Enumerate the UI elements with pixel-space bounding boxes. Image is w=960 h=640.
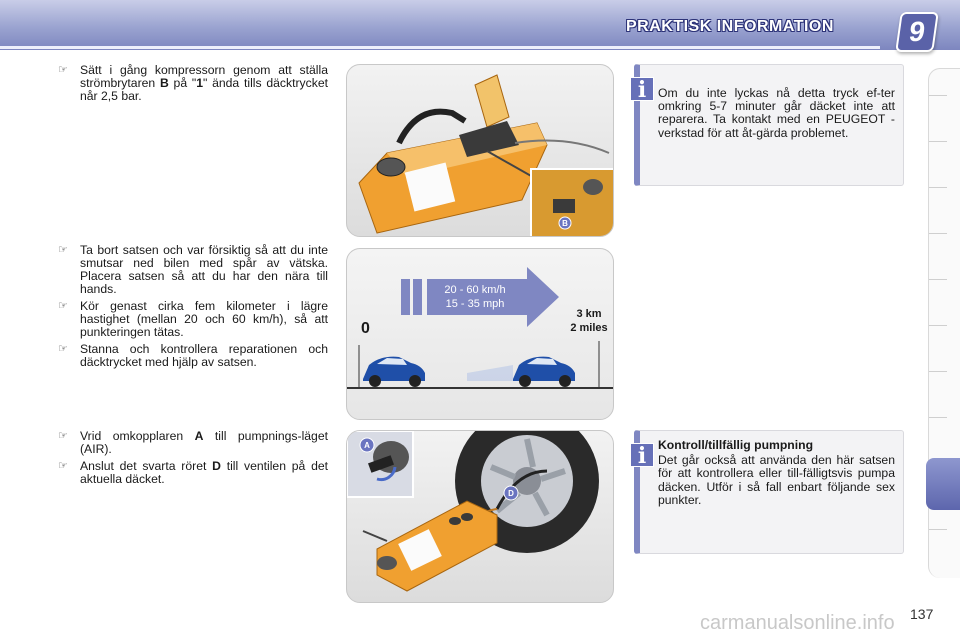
step-item: ☞ Kör genast cirka fem kilometer i lägre hastighet (mellan 20 och 60 km/h), så att punkteringen tätas. xyxy=(58,299,328,339)
info-note-text: Det går också att använda den här satsen för att kontrollera eller till-fälligtsvis pumpa däcken. Utför i så fall enbart följande sex punkter. xyxy=(658,453,895,507)
pointing-hand-icon: ☞ xyxy=(58,300,68,312)
info-note-pressure xyxy=(634,64,904,186)
page-title: PRAKTISK INFORMATION xyxy=(626,18,834,35)
steps-group-3 xyxy=(58,430,328,490)
header-divider xyxy=(0,46,880,49)
step-item: ☞ Stanna och kontrollera reparationen och däcktrycket med hjälp av satsen. xyxy=(58,342,328,369)
steps-group-1 xyxy=(58,64,328,107)
drive-distance-diagram xyxy=(346,248,614,420)
chapter-tab-active[interactable] xyxy=(926,458,960,510)
switch-b-label: B xyxy=(562,219,568,228)
steps-group-2 xyxy=(58,244,328,373)
chapter-number-badge: 9 xyxy=(895,12,939,52)
speed-arrow xyxy=(427,267,559,327)
compressor-switch-illustration xyxy=(346,64,614,237)
step-item: ☞ Anslut det svarta röret D till ventilen på det aktuella däcket. xyxy=(58,459,329,486)
speed-arrow-bar xyxy=(413,279,422,315)
hose-d-label: D xyxy=(508,489,514,498)
switch-a-label: A xyxy=(364,441,370,450)
speed-kmh-label: 20 - 60 km/h xyxy=(444,284,506,296)
speed-mph-label: 15 - 35 mph xyxy=(445,298,505,310)
watermark: carmanualsonline.info xyxy=(700,612,895,634)
tyre-inflation-illustration xyxy=(346,430,614,603)
step-item: ☞ Ta bort satsen och var försiktig så att du inte smutsar ned bilen med spår av vätska. Placera satsen så att du har den nära till hands. xyxy=(58,243,328,296)
step-item: ☞ Sätt i gång kompressorn genom att ställa strömbrytaren B på "1" ända tills däcktrycket når 2,5 bar. xyxy=(58,63,328,103)
pointing-hand-icon: ☞ xyxy=(58,244,68,256)
info-icon: i xyxy=(630,77,654,101)
pointing-hand-icon: ☞ xyxy=(58,460,68,472)
distance-km-label: 3 km xyxy=(576,308,602,320)
info-note-heading: Kontroll/tillfällig pumpning xyxy=(658,438,814,452)
pointing-hand-icon: ☞ xyxy=(58,64,68,76)
pointing-hand-icon: ☞ xyxy=(58,430,68,442)
speed-arrow-bar xyxy=(401,279,410,315)
car-start-icon xyxy=(363,357,425,387)
page-number: 137 xyxy=(910,606,934,622)
distance-miles-label: 2 miles xyxy=(570,322,608,334)
start-label: 0 xyxy=(361,320,370,337)
pointing-hand-icon: ☞ xyxy=(58,343,68,355)
car-moving-icon xyxy=(513,357,575,387)
info-note-check-inflate xyxy=(634,430,904,554)
step-item: ☞ Vrid omkopplaren A till pumpnings-läget (AIR). xyxy=(58,429,328,456)
info-note-text: Om du inte lyckas nå detta tryck ef-ter omkring 5-7 minuter går däcket inte att reparera. Ta kontakt med en PEUGEOT -verkstad för att åt-gärda problemet. xyxy=(658,86,895,140)
info-icon: i xyxy=(630,443,654,467)
